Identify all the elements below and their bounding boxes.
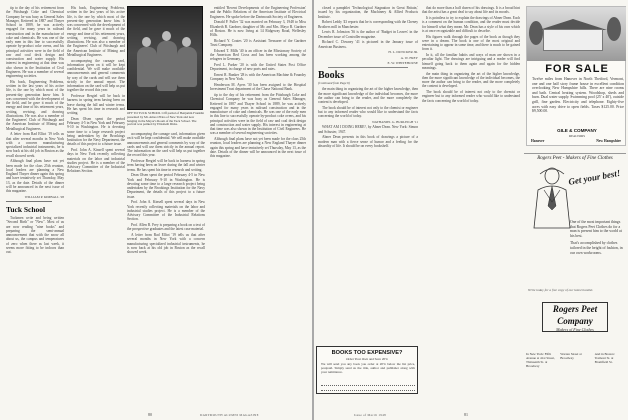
left-column-4: [210, 6, 306, 406]
paragraph: In it, all the familiar habits and ways of man are shown in a peculiar light. The drawings are intriguing and a reader will find himself going back to them again and again for the hidden meanings.: [422, 53, 520, 70]
paragraph: Fred L. Parker '20 is with the United States Post Office Department, in charge of new ports and rates.: [210, 63, 306, 72]
paragraph: tip to the day of his retirement from the Pittsburgh Coke and Chemical Company he was busy as General Sales Manager, Kettered in 1887 and Thayer School in 1889, he was actively engaged for many years in railroad construction and in the manufacture of coke and chemicals. He was one of the early men in this line to successfully operate by-product coke ovens, and his principal activities were in the field of raw and coal deck design and construction and water supply. His interest in engineering at that time was also shown in the Institution of Civil Engineers. He was a member of several engineering societies.: [210, 93, 306, 136]
paragraph: accompanying the carnage card, information given on it will be kept confidential. We will make available announcements and general comments by way of the cards and will use them strictly in the annual report. The information on the card will help us put together the record this year.: [67, 58, 125, 93]
left-column-2: [67, 6, 125, 406]
for-sale-body: Twelve miles from Hanover in North Thetford, Vermont, one and one half story frame house in excellent condition overlooking New Hampshire hills. There are nine rooms and bath. Central heating system. Woodshop, sheds and barn. Dual water supply. Swimming pool (25' x 40'), outside grill, fine garden. Electricity and telephone. Eighty-five acres with easy drive to open fields. Taxes $125.00. Price $9,500.00.: [532, 77, 624, 114]
paragraph: Prof. Allen R. Frey is preparing a book on a text of the prospective graduates and the latest case material.: [127, 223, 205, 232]
paragraph: the main thing in organizing the art of the higher knowledge, then the more significant knowledge of the individual becomes, the more the author can bring to the reader, and the more completely the content is developed.: [422, 71, 520, 89]
running-foot: DARTMOUTH ALUMNI MAGAZINE: [200, 413, 259, 417]
paragraph: Lewis R. Johnston '36 is the author of 'Budget in Leaves' in the December issue of Controller magazine.: [318, 30, 418, 39]
right-column-2: [422, 6, 520, 406]
realtors-label: REALTORS: [568, 134, 586, 138]
paragraph: Richard Y. Coates '20 is Assistant Treasurer of the Gardner Trust Company.: [210, 38, 306, 47]
paragraph: accompanying the carnage card, information given on it will be kept confidential. We will make available announcements and general comments by way of the cards and will use them strictly in the annual report. The information on the card will help us put together the record this year.: [127, 132, 205, 158]
rogers-body-2: That's accomplished by clothes tailored in the height of fashion, in our own workrooms.: [570, 241, 623, 255]
right-column-1: [318, 6, 418, 344]
left-column-1: [6, 6, 64, 406]
rogers-peet-ad: [524, 153, 626, 415]
paragraph: His book, Engineering Problems, written in the last years of his active life, is the one by which most of the present-day generation knew him. It was concerned with the development of the field, and he gave it much of the energy and time of his retirement years, writing, revising, and drawing illustrations. He was also a member of the Engineers' Club of Pittsburgh and the American Institute of Mining and Metallurgical Engineers.: [67, 6, 125, 57]
paragraph: Robert Leddy '43 reports that he is corresponding with the Cheney Brothers mill in Manchester.: [318, 20, 418, 29]
paragraph: His figures walk through the pages of the book as though they were in a dream. The book is one of the most original and entertaining to appear in some time, and there is much to be gained from it.: [422, 34, 520, 52]
for-sale-title: FOR SALE: [545, 63, 609, 75]
signature: A. W. FREY: [400, 55, 418, 60]
rogers-body: [570, 220, 624, 255]
paragraph: Professor Bergiel will be back in harness in spring term having been on leave during the fall and winter terms. He has spent his time in research and writing.: [127, 159, 205, 172]
right-page: [314, 0, 628, 420]
store-address: In New York: Fifth Avenue at 41st Street, Thirteenth St. at Broadway: [526, 352, 555, 368]
paragraph: Richard C. Downey '41 is pictured in the January issue of American Business.: [318, 40, 418, 49]
signature: E. W. WHITEHOUSE: [387, 60, 418, 65]
for-sale-ad: [526, 6, 626, 146]
paragraph: WHAT AM I DOING HERE?, by Abner Dean. New York: Simon and Schuster, 1947.: [318, 125, 418, 134]
section-divider: [328, 67, 408, 68]
signature: WILLIAM P. KIMBALL '28: [24, 194, 64, 199]
books-ad-order-lines: [321, 385, 415, 391]
running-foot: Issue of March 1948: [354, 413, 386, 417]
agency-state: New Hampshire: [596, 139, 621, 143]
paragraph: Dean Olsen spent the period February 4-5 in New York and February 9-10 in Washington. He is devoting some time to a large research project being undertaken by the Brookings Institution for the Navy Department, the details of this project to a future issue.: [67, 116, 125, 147]
paragraph: A letter from Rad Elliot '19 tells us that after several months in New York with a concern manufacturing specialized industrial instruments, he is now back at his old job in Boston as the recall showed week.: [6, 132, 64, 158]
agency-town: Hanover: [531, 139, 545, 143]
section-divider: [6, 201, 52, 202]
books-ad: [316, 346, 418, 394]
signature: H. L. DUNCKER JR.: [388, 50, 418, 55]
paragraph: It is pointless to try to explain the drawings of Abner Dean. Each is a comment on the human condition, and the reader must decide for himself what they mean. Mr. Dean has a style of his own which is at once recognizable and difficult to describe.: [422, 16, 520, 33]
rogers-logo: [542, 302, 608, 332]
paragraph: that do more than a half dozen of his drawings. It is a broad hint that the artist has a great deal to say about life and its moods.: [422, 6, 520, 15]
house-photo: [527, 7, 626, 61]
rogers-script-headline: Get your best!: [567, 167, 621, 187]
books-heading: Books: [318, 70, 345, 81]
paragraph: tip to the day of his retirement from the Pittsburgh Coke and Chemical Company he was busy as General Sales Manager, Kettered in 1887 and Thayer School in 1889, he was actively engaged for many years in railroad construction and in the manufacture of coke and chemicals. He was one of the early men in this line to successfully operate by-product coke ovens, and his principal activities were in the field of raw and coal deck design and construction and water supply. His interest in engineering at that time was also shown in the Institution of Civil Engineers. He was a member of several engineering societies.: [6, 6, 64, 78]
photo-caption: OFF TO TUCK SCHOOL: Off partial of Benjamin Franklin presented by Mr. Ames O'Dea of New York and now hanging in the Mayor's Room of the Tuck School. The portrait was painted by Elizabeth Dirks.: [127, 111, 204, 127]
rogers-body-1: One of the most important things that Rogers Peet Clothes do for a man is present him to the world at his best.: [570, 220, 622, 238]
section-heading: Tuck School: [6, 205, 46, 214]
paragraph: Prof. John A. Kinsell spent several days in New York recently collecting materials on the labor and industrial studies project. He is a member of the Advisory Committee of the Industrial Relations Section.: [127, 200, 205, 222]
books-ad-subtitle: Order Your Own and Save 20%: [346, 357, 388, 361]
paragraph: Dean Olsen spent the period February 4-5 in New York and February 9-10 in Washington. He is devoting some time to a large research project being undertaken by the Brookings Institution for the Navy Department, the details of this project to a future issue.: [127, 173, 205, 199]
paragraph: Although final plans have not yet been made for the class 25th reunion, local leaders are planning a New England Thayer dinner again this spring and have tentatively set Thursday, May 13, as the date. Details of the dinner will be announced in the next issue of this magazine.: [210, 137, 306, 158]
paragraph: The book should be of interest not only to the chemist or engineer but to any informed reader who would like to understand the facts concerning the world of today.: [422, 90, 520, 103]
portrait-photo: [127, 6, 203, 110]
rogers-logo-name: Rogers Peet Company: [552, 304, 598, 326]
paragraph: His book, Engineering Problems, written in the last years of his active life, is the one by which most of the present-day generation knew him. It was concerned with the development of the field, and he gave it much of the energy and time of his retirement years, writing, revising, and drawing illustrations. He was also a member of the Engineers' Club of Pittsburgh and the American Institute of Mining and Metallurgical Engineers.: [6, 79, 64, 131]
agency-name: GILE & COMPANY: [557, 128, 597, 133]
signature: NATHANIEL G. BURLEIGH '11: [372, 120, 418, 124]
paragraph: Although final plans have not yet been made for the class 25th reunion, local leaders are planning a New England Thayer dinner again this spring and have tentatively set Thursday, May 13, as the date. Details of the dinner will be announced in the next issue of this magazine.: [6, 159, 64, 193]
store-address: Warren Street at Broadway: [560, 352, 582, 360]
paragraph: Professor Bergiel will be back in harness in spring term having been on leave during the fall and winter terms. He has spent his time in research and writing.: [67, 94, 125, 115]
paragraph: Ernest R. Bunker '28 is with the American Machine & Foundry Company in New York.: [210, 73, 306, 82]
paragraph: entitled 'Recent Developments of the Engineering Profession' and the Public Relations of the American Institute of Electrical Engineers. He spoke before the Dartmouth Society of Engineers.: [210, 6, 306, 19]
books-ad-title: BOOKS TOO EXPENSIVE?: [331, 350, 403, 356]
paragraph: Donald P. Fuller '32 was married on February 3, 1948 to Miss Elizabeth B. Gardner, daughter of Mr. and Mrs. Mayo R. Gardner of Boston. He is now living at 14 Ridgeway Road, Wellesley Hills.: [210, 20, 306, 37]
store-address: And in Boston: Tremont St. at Bromfield St.: [594, 352, 615, 364]
left-page: [0, 0, 312, 420]
rogers-logo-tag: Makers of Fine Clothes: [556, 327, 594, 332]
paragraph: Prof. John A. Kinsell spent several days in New York recently collecting materials on the labor and industrial studies project. He is a member of the Advisory Committee of the Industrial Relations Section.: [67, 148, 125, 174]
paragraph: Henderson M. Ayers '30 has been assigned to the Hospital Investment Trust department of the Chase National Bank.: [210, 83, 306, 92]
books-continued: (Continued from Page 6): [318, 81, 350, 85]
paragraph: Abner Dean presents in this book of drawings a picture of a modern man with a fierce sense of humor and a feeling for the absurdity of life. It should be on every bookshelf.: [318, 135, 418, 148]
books-ad-body: We will send you any book you order at 20% below the list price, postpaid. Simply send us the title, author and publisher along with your remittance.: [321, 362, 415, 374]
paragraph: the main thing in organizing the art of the higher knowledge, then the more significant knowledge of the individual becomes, the more the author can bring to the reader, and the more completely the content is developed.: [318, 87, 418, 104]
rogers-store-list: [526, 352, 624, 368]
paragraph: A letter from Rad Elliot '19 tells us that after several months in New York with a concern manufacturing specialized industrial instruments, he is now back at his old job in Boston as the recall showed week.: [127, 233, 205, 254]
rogers-booklet-note: Write today for a free copy of our latest booklet.: [528, 288, 594, 292]
paragraph: closed a pamphlet 'Technological Stagnation in Great Britain,' issued by his organization, the Machinery & Allied Products Institute.: [318, 6, 418, 19]
paragraph: Edward T. Mills '40 is an officer in the Missionary Society of the American Red Cross and has been working among the refugees in Germany.: [210, 48, 306, 62]
page-number: 81: [464, 412, 468, 417]
paragraph: The book should be of interest not only to the chemist or engineer but to any informed reader who would like to understand the facts concerning the world of today.: [318, 105, 418, 119]
page-number: 80: [148, 412, 152, 417]
rogers-header: Rogers Peet - Makers of Fine Clothes: [537, 156, 613, 161]
left-column-3: [127, 132, 205, 406]
paragraph: Tuckmen write and being written "Second Birth" or "New". Most of us are now reading "nine books" and preparing the semi-annual announcement that with the snow all about us, the campus and temperatures of zero when there as last week, it seems more fitting to be indoors than out.: [6, 216, 64, 254]
